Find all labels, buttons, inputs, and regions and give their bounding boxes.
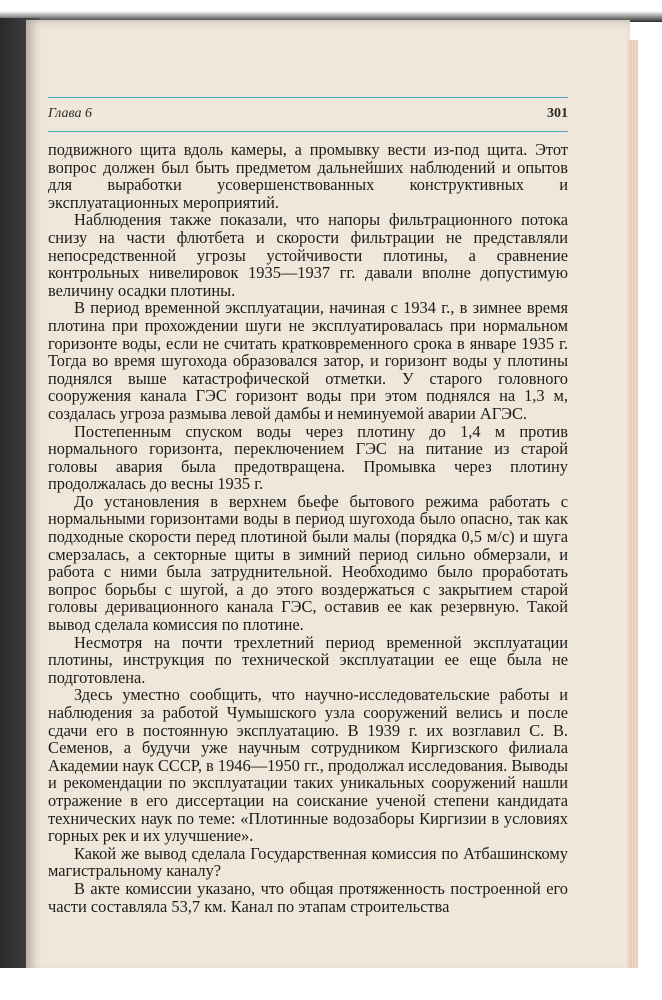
paragraph: Здесь уместно сообщить, что научно-исследовательские работы и наблюдения за работой Чумышского узла сооружений велись и после сдачи его в постоянную эксплуатацию. В 1939 г. их возглавил С. В. Семенов, а будучи уже научным сотрудником Киргизского филиала Академии наук СССР, в 1946—1950 гг., продолжал исследования. Выводы и рекомендации по эксплуатации таких уникальных сооружений нашли отражение в его диссертации на соискание ученой степени кандидата технических наук по теме: «Плотинные водозаборы Киргизии в условиях горных рек и их улучшение». [48, 685, 568, 846]
header-rule-bottom [48, 131, 568, 132]
chapter-title: Глава 6 [48, 106, 92, 121]
paragraph: Постепенным спуском воды через плотину до 1,4 м против нормального горизонта, переключением ГЭС на питание из старой головы авария была предотвращена. Промывка через плотину продолжалась до весны 1935 г. [48, 421, 568, 494]
paragraph: В период временной эксплуатации, начиная с 1934 г., в зимнее время плотина при прохождении шуги не эксплуатировалась при нормальном горизонте воды, если не считать кратковременного срока в январе 1935 г. Тогда во время шугохода образовался затор, и горизонт воды у плотины поднялся выше катастрофической отметки. У старого головного сооружения канала ГЭС горизонт воды при этом поднялся на 1,3 м, создалась угроза размыва левой дамбы и неминуемой аварии АГЭС. [48, 298, 568, 423]
body-text [48, 141, 568, 915]
paragraph: Какой же вывод сделала Государственная комиссия по Атбашинскому магистральному каналу? [48, 843, 568, 881]
running-head [48, 106, 568, 126]
paragraph: До установления в верхнем бьефе бытового режима работать с нормальными горизонтами воды в период шугохода было опасно, так как подходные скорости перед плотиной были малы (порядка 0,5 м/с) и шуга смерзалась, а секторные щиты в зимний период сильно обмерзали, и работа с ними была затруднительной. Необходимо было проработать вопрос борьбы с шугой, а до этого воздержаться с закрытием старой головы деривационного канала ГЭС, оставив ее как резервную. Такой вывод сделала комиссия по плотине. [48, 491, 568, 635]
page-edges [628, 40, 638, 970]
paragraph: подвижного щита вдоль камеры, а промывку вести из-под щита. Этот вопрос должен был быть предметом дальнейших наблюдений и опытов для выработки усовершенствованных конструктивных и эксплуатационных мероприятий. [48, 140, 568, 212]
scan-top-shadow [0, 0, 662, 22]
scan-bottom-margin [0, 968, 662, 1000]
header-rule-top [48, 97, 568, 98]
page-number: 301 [547, 106, 568, 121]
paragraph: Несмотря на почти трехлетний период временной эксплуатации плотины, инструкция по технической эксплуатации ее еще была не подготовлена. [48, 632, 568, 687]
paragraph: В акте комиссии указано, что общая протяженность построенной его части составляла 53,7 км. Канал по этапам строительства [48, 878, 568, 916]
paragraph: Наблюдения также показали, что напоры фильтрационного потока снизу на части флютбета и скорости фильтрации не представляли непосредственной угрозы устойчивости плотины, а сравнение контрольных нивелировок 1935—1937 гг. давали вполне допустимую величину осадки плотины. [48, 210, 568, 300]
